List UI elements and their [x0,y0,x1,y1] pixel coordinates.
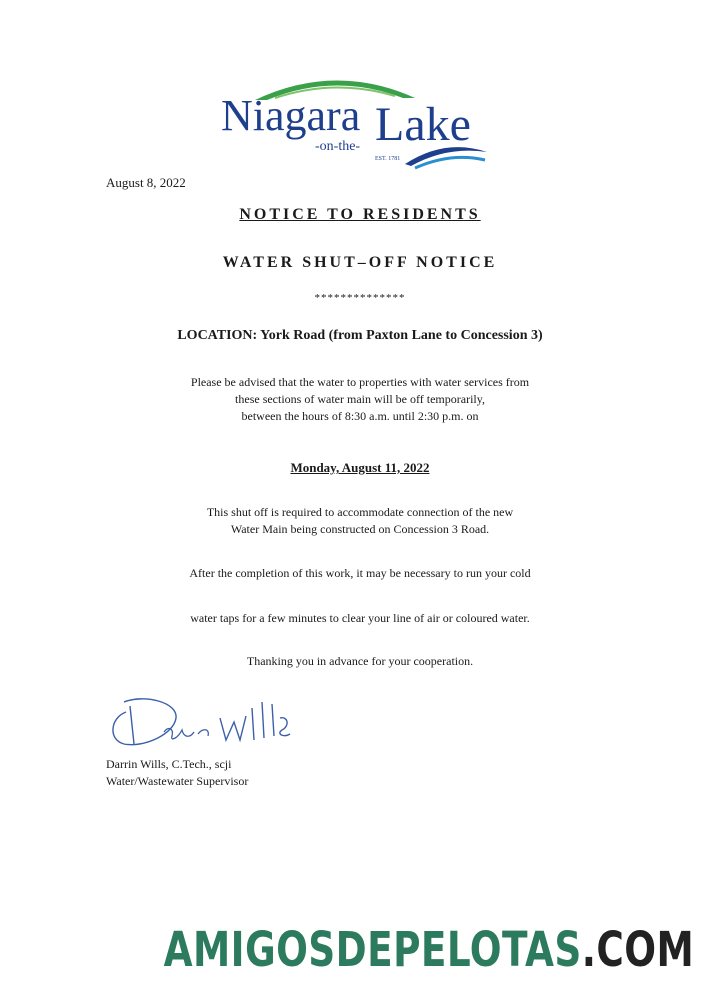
advisory-line-2: these sections of water main will be off temporarily, [235,392,485,406]
shutoff-date: Monday, August 11, 2022 [290,460,430,475]
logo-text-sub: -on-the- [315,139,361,154]
location-line: LOCATION: York Road (from Paxton Lane to Concession 3) [177,328,543,343]
logo-text-lake: Lake [375,98,471,151]
signer-block [106,756,248,790]
site-watermark [164,922,694,978]
notice-heading: NOTICE TO RESIDENTS [239,206,481,223]
logo-est: EST. 1781 [375,156,401,162]
watermark-site: AMIGOSDEPELOTAS [163,922,582,978]
stars-divider: ************** [314,292,406,304]
reason-line-2: Water Main being constructed on Concession 3 Road. [230,522,490,536]
reason-paragraph [110,504,610,538]
signer-title: Water/Wastewater Supervisor [106,774,249,788]
signer-name: Darrin Wills, C.Tech., scji [106,757,232,771]
town-logo [215,68,495,176]
advisory-line-1: Please be advised that the water to properties with water services from [190,375,530,389]
letter-date: August 8, 2022 [106,175,186,190]
completion-paragraph: After the completion of this work, it may be necessary to run your cold [189,566,531,580]
reason-line-1: This shut off is required to accommodate connection of the new [206,505,514,519]
taps-paragraph: water taps for a few minutes to clear your line of air or coloured water. [190,611,530,625]
handwritten-signature [104,688,304,750]
shutoff-heading: WATER SHUT–OFF NOTICE [222,254,498,271]
watermark-tld: .COM [581,922,694,978]
advisory-paragraph [110,374,610,425]
thanks-paragraph: Thanking you in advance for your cooperation. [246,654,474,668]
logo-text-main: Niagara [221,91,361,140]
advisory-line-3: between the hours of 8:30 a.m. until 2:30 p.m. on [241,409,479,423]
